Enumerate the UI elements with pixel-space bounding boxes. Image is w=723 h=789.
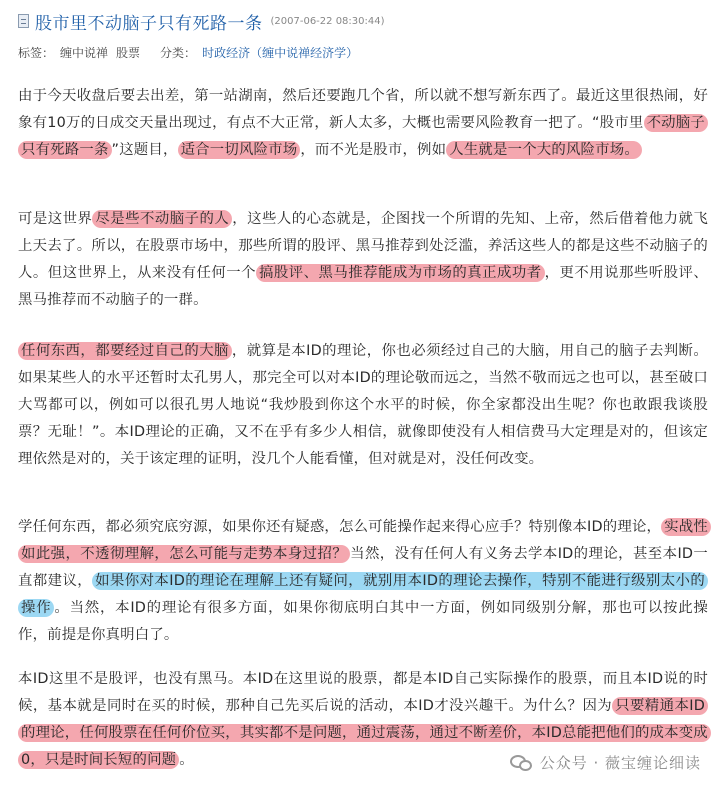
text-run: 由于今天收盘后要去出差，第一站湖南，然后还要跑几个省，所以就不想写新东西了。最近这里很热闹，好象有10万的日成交天量出现过，有点不大正常，新人太多，大概也需要风险教育一把了。“股市里 (18, 88, 708, 131)
text-run: 可是这世界 (18, 211, 93, 227)
title-row (18, 10, 713, 32)
text-run: 。当然，本ID的理论有很多方面，如果你彻底明白其中一方面，例如同级别分解，那也可以按此操作，前提是你真明白了。 (18, 600, 708, 643)
category-link[interactable]: 时政经济（缠中说禅经济学） (202, 46, 359, 60)
category-label: 分类： (160, 46, 197, 60)
text-run: 学任何东西，都必须究底穷源，如果你还有疑惑，怎么可能操作起来得心应手？特别像本ID的理论， (18, 519, 662, 535)
paragraph (18, 338, 708, 473)
post-meta (18, 44, 713, 61)
text-run: 当然，没有任何人有义务去学本ID的理论，甚至本ID一直都建议， (18, 546, 708, 589)
text-run: ，这些人的心态就是，企图找一个所谓的先知、上帝，然后借着他力就飞上天去了。所以，在股票市场中，那些所谓的股评、黑马推荐到处泛滥，养活这些人的都是这些不动脑子的人。但这世界上，从来没有任何一个 (18, 211, 708, 281)
document-icon (18, 14, 29, 28)
tag-link[interactable]: 缠中说禅 (60, 46, 109, 60)
highlight-red: 实战性如此强，不透彻理解，怎么可能与走势本身过招？ (18, 518, 711, 563)
highlight-red: 不动脑子只有死路一条 (18, 114, 708, 159)
wechat-icon (510, 753, 534, 773)
text-run: 。 (179, 752, 194, 768)
text-run: ，就算是本ID的理论，你也必须经过自己的大脑，用自己的脑子去判断。如果某些人的水平还暂时太孔男人，那完全可以对本ID的理论敬而远之，当然不敬而远之也可以，甚至破口大骂都可以，例如可以很孔男人地说“我炒股到你这个水平的时候，你全家都没出生呢？你也敢跟我谈股票？无耻！”。本ID理论的正确，又不在乎有多少人相信，就像即使没有人相信费马大定理是对的，但该定理依然是对的，关于该定理的证明，没几个人能看懂，但对就是对，没任何改变。 (18, 343, 708, 467)
tags-label: 标签： (18, 46, 55, 60)
tag-link[interactable]: 股票 (116, 46, 141, 60)
paragraph (18, 514, 708, 649)
highlight-red: 适合一切风险市场 (178, 141, 301, 159)
post-header (18, 10, 713, 61)
watermark-text: 公众号 · 薇宝缠论细读 (539, 754, 701, 772)
text-run: 本ID这里不是股评，也没有黑马。本ID在这里说的股票，都是本ID自己实际操作的股票，而且本ID说的时候，基本就是同时在买的时候，那种自己先买后说的活动，本ID才没兴趣干。为什么？因为 (18, 671, 708, 714)
highlight-red: 只要精通本ID的理论，任何股票在任何价位买，其实都不是问题，通过震荡，通过不断差价，本ID总能把他们的成本变成0，只是时间长短的问题 (18, 697, 711, 769)
text-run: ，而不光是股市，例如 (300, 142, 447, 158)
highlight-red: 人生就是一个大的风险市场。 (446, 141, 642, 159)
paragraph (18, 206, 708, 314)
paragraph (18, 83, 708, 164)
highlight-red: 搞股评、黑马推荐能成为市场的真正成功者 (256, 264, 545, 282)
highlight-blue: 如果你对本ID的理论在理解上还有疑问，就别用本ID的理论去操作，特别不能进行级别太小的操作 (18, 572, 708, 617)
text-run: ，更不用说那些听股评、黑马推荐而不动脑子的一群。 (18, 265, 709, 308)
text-run: ”这题目， (111, 142, 178, 158)
post-date: (2007-06-22 08:30:44) (270, 15, 385, 27)
watermark (510, 752, 701, 773)
highlight-red: 任何东西，都要经过自己的大脑 (18, 342, 232, 360)
highlight-red: 尽是些不动脑子的人 (92, 210, 232, 228)
post-title[interactable]: 股市里不动脑子只有死路一条 (35, 13, 263, 34)
